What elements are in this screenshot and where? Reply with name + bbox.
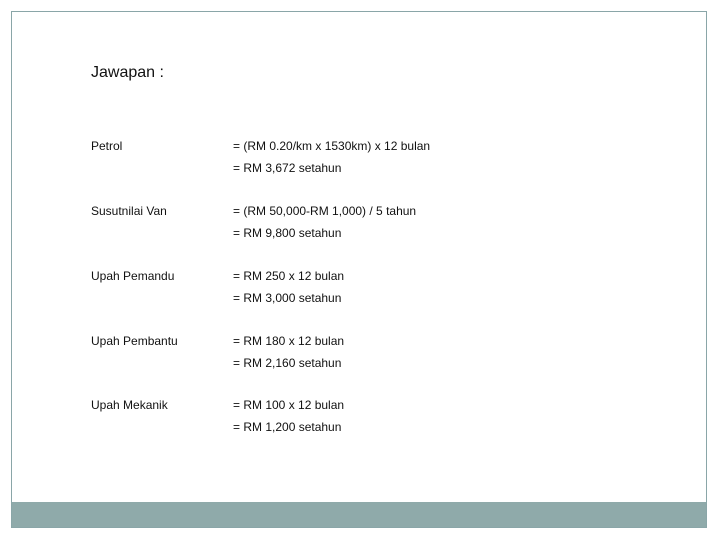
item-result: = RM 3,672 setahun [233,161,342,175]
item-formula: = (RM 0.20/km x 1530km) x 12 bulan [233,139,431,153]
slide-title: Jawapan : [91,64,164,81]
item-formula: = (RM 50,000-RM 1,000) / 5 tahun [233,204,417,218]
item-result: = RM 2,160 setahun [233,356,342,370]
item-formula: = RM 250 x 12 bulan [233,269,345,283]
item-label: Upah Mekanik [91,398,168,412]
item-result: = RM 3,000 setahun [233,291,342,305]
item-result: = RM 1,200 setahun [233,420,342,434]
item-formula: = RM 180 x 12 bulan [233,334,345,348]
item-label: Upah Pembantu [91,334,178,348]
item-label: Petrol [91,139,123,153]
item-formula: = RM 100 x 12 bulan [233,398,345,412]
item-label: Upah Pemandu [91,269,175,283]
item-label: Susutnilai Van [91,204,167,218]
item-result: = RM 9,800 setahun [233,226,342,240]
slide [11,11,707,528]
footer-bar [12,502,706,527]
